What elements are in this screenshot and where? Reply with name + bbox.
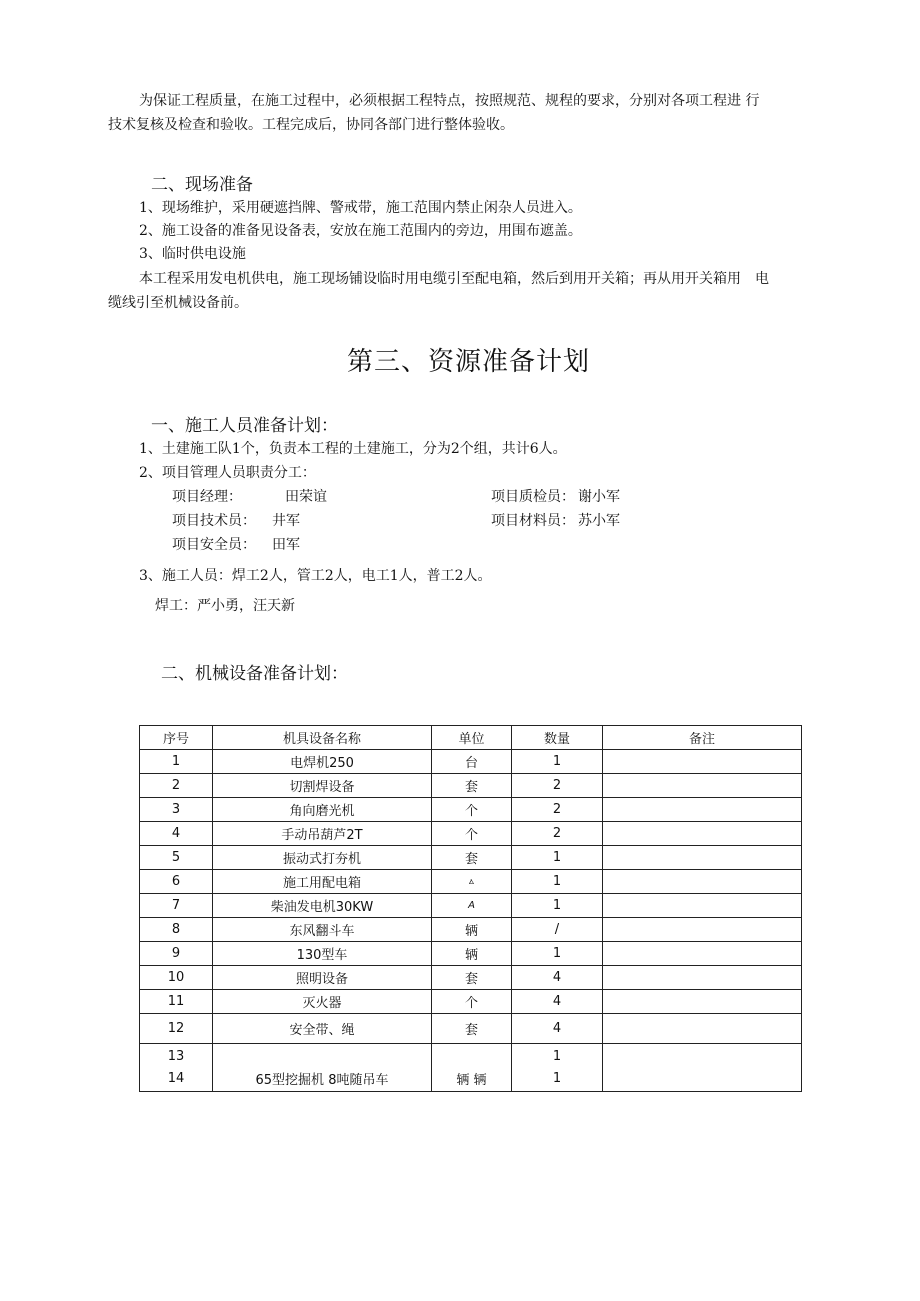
cell-name: 照明设备 <box>213 966 432 990</box>
equipment-heading: 二、机械设备准备计划： <box>161 664 348 684</box>
cell-note <box>603 1014 802 1044</box>
intro-line-2: 技术复核及检查和验收。工程完成后，协同各部门进行整体验收。 <box>108 117 514 133</box>
cell-note <box>603 774 802 798</box>
site-prep-heading: 二、现场准备 <box>151 175 253 195</box>
cell-qty: 1 <box>512 942 603 966</box>
table-row <box>140 966 802 990</box>
cell-qty-14: 1 <box>552 1070 562 1086</box>
role-material-name: 苏小军 <box>578 513 620 529</box>
header-note: 备注 <box>603 726 802 750</box>
cell-unit: 台 <box>432 750 512 774</box>
cell-unit: 套 <box>432 1014 512 1044</box>
equipment-table <box>139 725 802 1092</box>
role-manager-name: 田荣谊 <box>285 489 327 505</box>
table-header-row <box>140 726 802 750</box>
table-row <box>140 822 802 846</box>
table-row <box>140 846 802 870</box>
power-line-1: 本工程采用发电机供电，施工现场铺设临时用电缆引至配电箱，然后到用开关箱；再从用开关箱用 电 <box>139 271 769 287</box>
cell-note <box>603 894 802 918</box>
cell-qty: 2 <box>512 798 603 822</box>
cell-qty: / <box>512 918 603 942</box>
cell-name: 安全带、绳 <box>213 1014 432 1044</box>
cell-qty: 4 <box>512 1014 603 1044</box>
table-row-merged <box>140 1044 802 1092</box>
role-material-label: 项目材料员： <box>491 513 575 529</box>
cell-note <box>603 918 802 942</box>
personnel-item-3: 3、施工人员：焊工2人，管工2人，电工1人，普工2人。 <box>139 568 492 584</box>
cell-name: 柴油发电机30KW <box>213 894 432 918</box>
cell-unit: 套 <box>432 774 512 798</box>
table-row <box>140 1014 802 1044</box>
personnel-item-1: 1、土建施工队1个，负责本工程的土建施工，分为2个组，共计6人。 <box>139 441 567 457</box>
table-row <box>140 894 802 918</box>
cell-qty: 1 <box>512 846 603 870</box>
cell-unit: 套 <box>432 846 512 870</box>
cell-no <box>140 1044 213 1092</box>
role-safety-name: 田军 <box>272 537 300 553</box>
cell-unit: 个 <box>432 990 512 1014</box>
cell-no: 12 <box>140 1014 213 1044</box>
cell-note <box>603 1044 802 1092</box>
section-title: 第三、资源准备计划 <box>347 347 591 377</box>
personnel-heading: 一、施工人员准备计划： <box>151 416 338 436</box>
cell-no: 11 <box>140 990 213 1014</box>
role-manager-label: 项目经理： <box>172 489 242 505</box>
role-qc-name: 谢小军 <box>578 489 620 505</box>
cell-unit: 个 <box>432 798 512 822</box>
table-row <box>140 870 802 894</box>
cell-name: 切割焊设备 <box>213 774 432 798</box>
site-prep-item-3: 3、临时供电设施 <box>139 246 246 262</box>
cell-name: 东风翻斗车 <box>213 918 432 942</box>
cell-note <box>603 798 802 822</box>
cell-no: 3 <box>140 798 213 822</box>
role-tech-label: 项目技术员： <box>172 513 256 529</box>
cell-name: 灭火器 <box>213 990 432 1014</box>
header-qty: 数量 <box>512 726 603 750</box>
cell-no: 4 <box>140 822 213 846</box>
cell-name: 手动吊葫芦2T <box>213 822 432 846</box>
cell-no: 2 <box>140 774 213 798</box>
cell-unit: 辆 <box>432 942 512 966</box>
cell-qty-13: 1 <box>552 1048 562 1064</box>
cell-name: 电焊机250 <box>213 750 432 774</box>
cell-note <box>603 750 802 774</box>
cell-no-13: 13 <box>167 1048 185 1064</box>
header-no: 序号 <box>140 726 213 750</box>
power-line-2: 缆线引至机械设备前。 <box>108 295 248 311</box>
welders-line: 焊工：严小勇，汪天新 <box>155 598 295 614</box>
role-qc-label: 项目质检员： <box>491 489 575 505</box>
role-tech-name: 井军 <box>272 513 300 529</box>
cell-no-14: 14 <box>167 1070 185 1086</box>
site-prep-item-2: 2、施工设备的准备见设备表，安放在施工范围内的旁边，用围布遮盖。 <box>139 223 582 239</box>
cell-name: 130型车 <box>213 942 432 966</box>
cell-unit: 辆 <box>432 918 512 942</box>
cell-qty: 4 <box>512 966 603 990</box>
site-prep-item-1: 1、现场维护，采用硬遮挡牌、警戒带，施工范围内禁止闲杂人员进入。 <box>139 200 582 216</box>
cell-name: 振动式打夯机 <box>213 846 432 870</box>
cell-qty: 2 <box>512 822 603 846</box>
table-row <box>140 990 802 1014</box>
cell-no: 9 <box>140 942 213 966</box>
intro-line-1: 为保证工程质量，在施工过程中，必须根据工程特点，按照规范、规程的要求，分别对各项工程进 行 <box>139 93 760 109</box>
cell-note <box>603 822 802 846</box>
cell-no: 5 <box>140 846 213 870</box>
cell-unit: A <box>432 894 512 918</box>
cell-note <box>603 990 802 1014</box>
table-row <box>140 774 802 798</box>
cell-qty: 4 <box>512 990 603 1014</box>
header-unit: 单位 <box>432 726 512 750</box>
cell-name: 角向磨光机 <box>213 798 432 822</box>
cell-note <box>603 966 802 990</box>
cell-qty: 2 <box>512 774 603 798</box>
personnel-item-2: 2、项目管理人员职责分工： <box>139 465 316 481</box>
cell-no: 6 <box>140 870 213 894</box>
cell-name: 施工用配电箱 <box>213 870 432 894</box>
cell-no: 8 <box>140 918 213 942</box>
cell-note <box>603 942 802 966</box>
cell-qty: 1 <box>512 894 603 918</box>
cell-name: 65型挖掘机 8吨随吊车 <box>213 1044 432 1092</box>
cell-qty <box>512 1044 603 1092</box>
header-name: 机具设备名称 <box>213 726 432 750</box>
cell-no: 1 <box>140 750 213 774</box>
table-row <box>140 750 802 774</box>
cell-unit: ㅿ <box>432 870 512 894</box>
cell-note <box>603 846 802 870</box>
table-row <box>140 942 802 966</box>
cell-qty: 1 <box>512 750 603 774</box>
cell-no: 7 <box>140 894 213 918</box>
table-row <box>140 918 802 942</box>
cell-unit: 辆 辆 <box>432 1044 512 1092</box>
cell-no: 10 <box>140 966 213 990</box>
cell-unit: 个 <box>432 822 512 846</box>
cell-qty: 1 <box>512 870 603 894</box>
role-safety-label: 项目安全员： <box>172 537 256 553</box>
cell-unit: 套 <box>432 966 512 990</box>
cell-note <box>603 870 802 894</box>
table-row <box>140 798 802 822</box>
